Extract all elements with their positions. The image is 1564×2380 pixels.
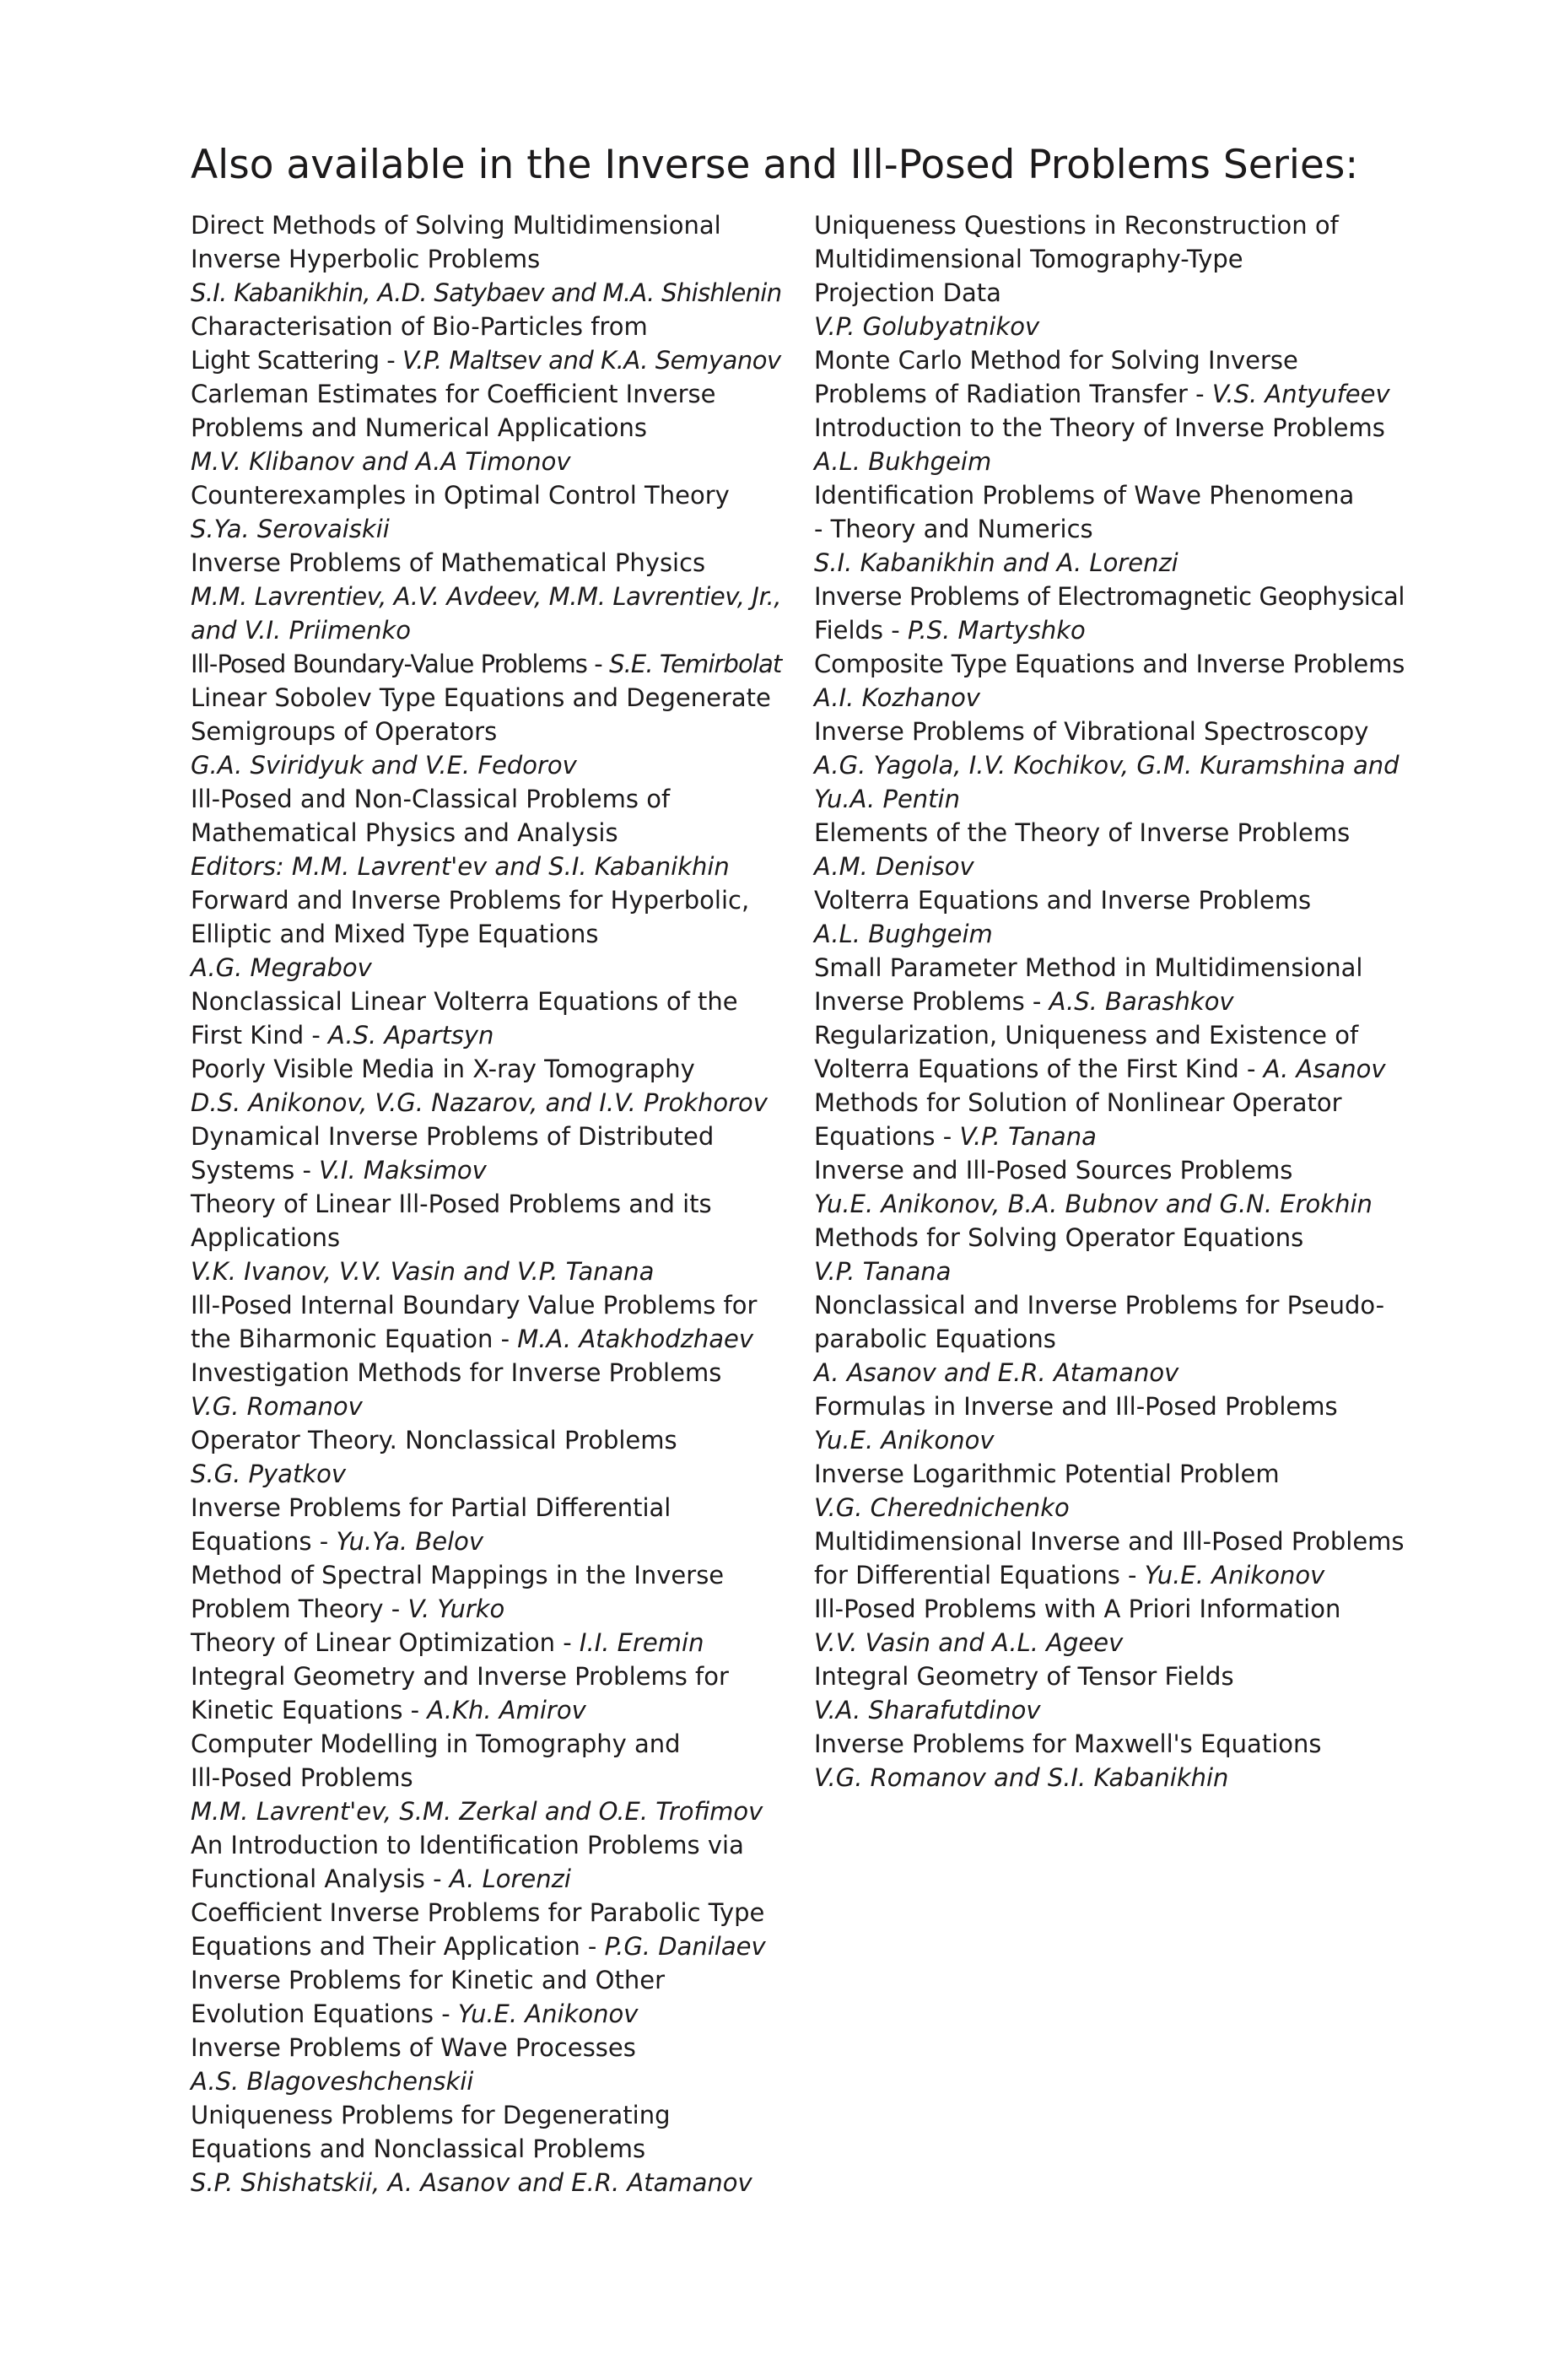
list-line [191, 1187, 781, 1221]
list-line [191, 1794, 781, 1828]
list-line [191, 512, 781, 546]
author-text: A.I. Kozhanov [814, 683, 980, 712]
book-list-left-column [191, 208, 781, 2199]
author-text: A.Kh. Amirov [427, 1696, 586, 1724]
list-line [191, 1592, 781, 1626]
list-line [191, 1525, 781, 1558]
list-line [814, 1255, 1405, 1288]
title-text: Mathematical Physics and Analysis [191, 818, 618, 847]
title-text: Inverse Problems for Maxwell's Equations [814, 1730, 1322, 1758]
list-line [191, 1018, 781, 1052]
title-text: Inverse Problems for Kinetic and Other [191, 1966, 666, 1994]
author-text: A.L. Bukhgeim [814, 447, 992, 476]
title-text: Applications [191, 1223, 341, 1252]
title-text: Inverse Logarithmic Potential Problem [814, 1460, 1280, 1488]
list-line [191, 1929, 781, 1963]
title-text: Kinetic Equations - [191, 1696, 428, 1724]
list-line [814, 647, 1405, 681]
author-text: V.P. Tanana [814, 1257, 952, 1286]
title-text: Projection Data [814, 278, 1001, 307]
list-line [814, 377, 1405, 411]
list-line [814, 1390, 1405, 1423]
title-text: An Introduction to Identification Problems via [191, 1831, 744, 1859]
author-text: S.I. Kabanikhin and A. Lorenzi [814, 548, 1178, 577]
title-text: Investigation Methods for Inverse Problems [191, 1358, 722, 1387]
title-text: Formulas in Inverse and Ill-Posed Problems [814, 1392, 1338, 1421]
list-line [191, 816, 781, 850]
title-text: Equations and Their Application - [191, 1932, 605, 1961]
list-line [191, 647, 781, 681]
title-text: Ill-Posed and Non-Classical Problems of [191, 785, 671, 813]
title-text: Functional Analysis - [191, 1865, 450, 1893]
title-text: Equations - [191, 1527, 337, 1556]
title-text: Multidimensional Tomography-Type [814, 245, 1243, 273]
author-text: G.A. Sviridyuk and V.E. Fedorov [191, 751, 577, 780]
title-text: Nonclassical Linear Volterra Equations of the [191, 987, 738, 1016]
list-line [191, 1896, 781, 1929]
title-text: Inverse Problems of Electromagnetic Geophysical [814, 582, 1405, 611]
title-text: Inverse Problems of Wave Processes [191, 2033, 636, 2062]
author-text: I.I. Eremin [579, 1628, 704, 1657]
list-line [191, 917, 781, 951]
title-text: Poorly Visible Media in X-ray Tomography [191, 1055, 695, 1083]
title-text: Direct Methods of Solving Multidimensional [191, 211, 721, 240]
author-text: A. Lorenzi [449, 1865, 571, 1893]
list-line [814, 951, 1405, 985]
title-text: Light Scattering - [191, 346, 403, 375]
title-text: Coefficient Inverse Problems for Parabolic Type [191, 1898, 765, 1927]
title-text: Theory of Linear Optimization - [191, 1628, 580, 1657]
list-line [191, 1255, 781, 1288]
list-line [814, 1018, 1405, 1052]
author-text: V.P. Golubyatnikov [814, 312, 1040, 341]
author-text: M.M. Lavrentiev, A.V. Avdeev, M.M. Lavrentiev, Jr., [191, 582, 782, 611]
title-text: Elements of the Theory of Inverse Problems [814, 818, 1351, 847]
author-text: A.M. Denisov [814, 852, 974, 881]
list-line [814, 1086, 1405, 1120]
list-line [191, 1963, 781, 1997]
author-text: M.M. Lavrent'ev, S.M. Zerkal and O.E. Trofimov [191, 1797, 763, 1826]
list-line [191, 1862, 781, 1896]
title-text: Inverse Hyperbolic Problems [191, 245, 541, 273]
list-line [814, 546, 1405, 580]
author-text: A.G. Megrabov [191, 953, 372, 982]
list-line [191, 1221, 781, 1255]
title-text: Problems and Numerical Applications [191, 413, 647, 442]
list-line [814, 917, 1405, 951]
title-text: Ill-Posed Boundary-Value Problems - [191, 650, 610, 678]
title-text: Inverse Problems - [814, 987, 1049, 1016]
author-text: Yu.E. Anikonov, B.A. Bubnov and G.N. Erokhin [814, 1190, 1373, 1218]
list-line [814, 748, 1405, 782]
list-line [191, 850, 781, 883]
list-line [191, 715, 781, 748]
author-text: M.V. Klibanov and A.A Timonov [191, 447, 571, 476]
author-text: A. Asanov [1263, 1055, 1386, 1083]
list-line [191, 1693, 781, 1727]
title-text: Systems - [191, 1156, 320, 1185]
list-line [191, 546, 781, 580]
title-text: the Biharmonic Equation - [191, 1325, 518, 1353]
list-line [191, 1153, 781, 1187]
title-text: Ill-Posed Internal Boundary Value Problems for [191, 1291, 758, 1320]
title-text: Equations - [814, 1122, 960, 1151]
author-text: A.L. Bughgeim [814, 920, 993, 948]
list-line [191, 2166, 781, 2199]
author-text: V.I. Maksimov [319, 1156, 487, 1185]
author-text: Yu.Ya. Belov [336, 1527, 484, 1556]
list-line [814, 1592, 1405, 1626]
title-text: Theory of Linear Ill-Posed Problems and its [191, 1190, 712, 1218]
list-line [191, 1660, 781, 1693]
list-line [814, 1457, 1405, 1491]
title-text: Forward and Inverse Problems for Hyperbolic, [191, 886, 750, 915]
title-text: Monte Carlo Method for Solving Inverse [814, 346, 1298, 375]
author-text: S.Ya. Serovaiskii [191, 515, 390, 543]
list-line [814, 1761, 1405, 1794]
title-text: Operator Theory. Nonclassical Problems [191, 1426, 677, 1454]
list-line [191, 1997, 781, 2031]
list-line [814, 310, 1405, 343]
list-line [814, 1525, 1405, 1558]
list-line [191, 1626, 781, 1660]
list-line [191, 748, 781, 782]
list-line [814, 276, 1405, 310]
author-text: V.P. Tanana [959, 1122, 1097, 1151]
list-line [814, 580, 1405, 613]
list-line [191, 208, 781, 242]
list-line [191, 1120, 781, 1153]
author-text: M.A. Atakhodzhaev [517, 1325, 753, 1353]
list-line [814, 1626, 1405, 1660]
list-line [814, 242, 1405, 276]
list-line [191, 377, 781, 411]
list-line [191, 985, 781, 1018]
list-line [814, 816, 1405, 850]
author-text: P.S. Martyshko [907, 616, 1086, 645]
title-text: Integral Geometry and Inverse Problems for [191, 1662, 729, 1691]
title-text: Counterexamples in Optimal Control Theory [191, 481, 730, 510]
list-line [191, 478, 781, 512]
list-line [814, 1221, 1405, 1255]
title-text: Problems of Radiation Transfer - [814, 380, 1212, 408]
author-text: S.G. Pyatkov [191, 1460, 347, 1488]
list-line [814, 1322, 1405, 1356]
title-text: parabolic Equations [814, 1325, 1056, 1353]
list-line [191, 343, 781, 377]
list-line [191, 310, 781, 343]
author-text: A.S. Apartsyn [328, 1021, 494, 1050]
title-text: Ill-Posed Problems with A Priori Information [814, 1595, 1341, 1623]
list-line [191, 1288, 781, 1322]
list-line [191, 1828, 781, 1862]
author-text: Yu.E. Anikonov [1144, 1561, 1325, 1589]
title-text: Identification Problems of Wave Phenomena [814, 481, 1355, 510]
author-text: V.K. Ivanov, V.V. Vasin and V.P. Tanana [191, 1257, 655, 1286]
author-text: A. Asanov and E.R. Atamanov [814, 1358, 1179, 1387]
author-text: V.G. Cherednichenko [814, 1493, 1070, 1522]
title-text: Volterra Equations and Inverse Problems [814, 886, 1312, 915]
list-line [191, 1423, 781, 1457]
list-line [814, 850, 1405, 883]
author-text: A.S. Blagoveshchenskii [191, 2067, 474, 2096]
author-text: V.A. Sharafutdinov [814, 1696, 1041, 1724]
list-line [191, 411, 781, 445]
list-line [191, 580, 781, 613]
list-line [814, 1558, 1405, 1592]
list-line [814, 1187, 1405, 1221]
list-line [814, 1660, 1405, 1693]
list-line [191, 782, 781, 816]
list-line [191, 1761, 781, 1794]
title-text: Fields - [814, 616, 908, 645]
title-text: Method of Spectral Mappings in the Inverse [191, 1561, 725, 1589]
author-text: S.I. Kabanikhin, A.D. Satybaev and M.A. Shishlenin [191, 278, 782, 307]
author-text: A.G. Yagola, I.V. Kochikov, G.M. Kuramshina and [814, 751, 1400, 780]
list-line [814, 1356, 1405, 1390]
title-text: for Differential Equations - [814, 1561, 1145, 1589]
list-line [191, 1322, 781, 1356]
list-line [814, 1491, 1405, 1525]
list-line [814, 208, 1405, 242]
list-line [191, 276, 781, 310]
author-text: V. Yurko [407, 1595, 505, 1623]
list-line [191, 883, 781, 917]
author-text: P.G. Danilaev [604, 1932, 766, 1961]
title-text: Small Parameter Method in Multidimensional [814, 953, 1363, 982]
list-line [191, 1086, 781, 1120]
author-text: and V.I. Priimenko [191, 616, 412, 645]
title-text: Characterisation of Bio-Particles from [191, 312, 648, 341]
list-line [191, 1356, 781, 1390]
list-line [814, 1120, 1405, 1153]
list-line [814, 1423, 1405, 1457]
author-text: Yu.E. Anikonov [814, 1426, 995, 1454]
list-line [191, 1390, 781, 1423]
author-text: A.S. Barashkov [1049, 987, 1234, 1016]
list-line [814, 1153, 1405, 1187]
title-text: Inverse Problems for Partial Differential [191, 1493, 671, 1522]
author-text: V.G. Romanov and S.I. Kabanikhin [814, 1763, 1229, 1792]
list-line [814, 343, 1405, 377]
list-line [814, 681, 1405, 715]
title-text: Inverse Problems of Mathematical Physics [191, 548, 706, 577]
list-line [191, 445, 781, 478]
title-text: Volterra Equations of the First Kind - [814, 1055, 1264, 1083]
title-text: Elliptic and Mixed Type Equations [191, 920, 599, 948]
list-line [191, 951, 781, 985]
title-text: Nonclassical and Inverse Problems for Pseudo- [814, 1291, 1385, 1320]
list-line [191, 1491, 781, 1525]
title-text: Computer Modelling in Tomography and [191, 1730, 681, 1758]
list-line [191, 681, 781, 715]
list-line [191, 2031, 781, 2064]
title-text: Inverse Problems of Vibrational Spectroscopy [814, 717, 1369, 746]
author-text: Yu.A. Pentin [814, 785, 960, 813]
title-text: Evolution Equations - [191, 2000, 458, 2028]
title-text: Ill-Posed Problems [191, 1763, 413, 1792]
title-text: Linear Sobolev Type Equations and Degenerate [191, 683, 771, 712]
author-text: V.P. Maltsev and K.A. Semyanov [402, 346, 781, 375]
author-text: V.S. Antyufeev [1211, 380, 1390, 408]
list-line [814, 512, 1405, 546]
book-list-right-column [814, 208, 1405, 1794]
list-line [814, 985, 1405, 1018]
title-text: Equations and Nonclassical Problems [191, 2134, 646, 2163]
title-text: Composite Type Equations and Inverse Problems [814, 650, 1405, 678]
list-line [191, 1052, 781, 1086]
list-line [814, 1288, 1405, 1322]
author-text: D.S. Anikonov, V.G. Nazarov, and I.V. Prokhorov [191, 1088, 768, 1117]
author-text: V.V. Vasin and A.L. Ageev [814, 1628, 1124, 1657]
list-line [814, 478, 1405, 512]
list-line [814, 411, 1405, 445]
list-line [814, 613, 1405, 647]
list-line [191, 1727, 781, 1761]
title-text: Uniqueness Questions in Reconstruction of [814, 211, 1339, 240]
list-line [814, 445, 1405, 478]
list-line [191, 613, 781, 647]
title-text: Uniqueness Problems for Degenerating [191, 2101, 671, 2129]
title-text: Inverse and Ill-Posed Sources Problems [814, 1156, 1293, 1185]
list-line [191, 242, 781, 276]
list-line [191, 2098, 781, 2132]
author-text: V.G. Romanov [191, 1392, 363, 1421]
title-text: Multidimensional Inverse and Ill-Posed Problems [814, 1527, 1405, 1556]
author-text: Yu.E. Anikonov [457, 2000, 639, 2028]
list-line [814, 715, 1405, 748]
list-line [191, 2132, 781, 2166]
title-text: Carleman Estimates for Coefficient Inverse [191, 380, 716, 408]
author-text: Editors: M.M. Lavrent'ev and S.I. Kabanikhin [191, 852, 730, 881]
list-line [814, 1052, 1405, 1086]
author-text: S.E. Temirbolat [609, 650, 782, 678]
title-text: Methods for Solution of Nonlinear Operator [814, 1088, 1342, 1117]
title-text: Regularization, Uniqueness and Existence of [814, 1021, 1359, 1050]
title-text: First Kind - [191, 1021, 329, 1050]
list-line [191, 1457, 781, 1491]
list-line [191, 2064, 781, 2098]
title-text: - Theory and Numerics [814, 515, 1093, 543]
title-text: Dynamical Inverse Problems of Distributed [191, 1122, 715, 1151]
page-title: Also available in the Inverse and Ill-Posed Problems Series: [191, 142, 1359, 188]
list-line [814, 782, 1405, 816]
title-text: Problem Theory - [191, 1595, 408, 1623]
list-line [814, 1693, 1405, 1727]
title-text: Introduction to the Theory of Inverse Problems [814, 413, 1385, 442]
title-text: Semigroups of Operators [191, 717, 498, 746]
list-line [814, 1727, 1405, 1761]
author-text: S.P. Shishatskii, A. Asanov and E.R. Atamanov [191, 2168, 752, 2197]
title-text: Methods for Solving Operator Equations [814, 1223, 1304, 1252]
list-line [814, 883, 1405, 917]
title-text: Integral Geometry of Tensor Fields [814, 1662, 1234, 1691]
list-line [191, 1558, 781, 1592]
